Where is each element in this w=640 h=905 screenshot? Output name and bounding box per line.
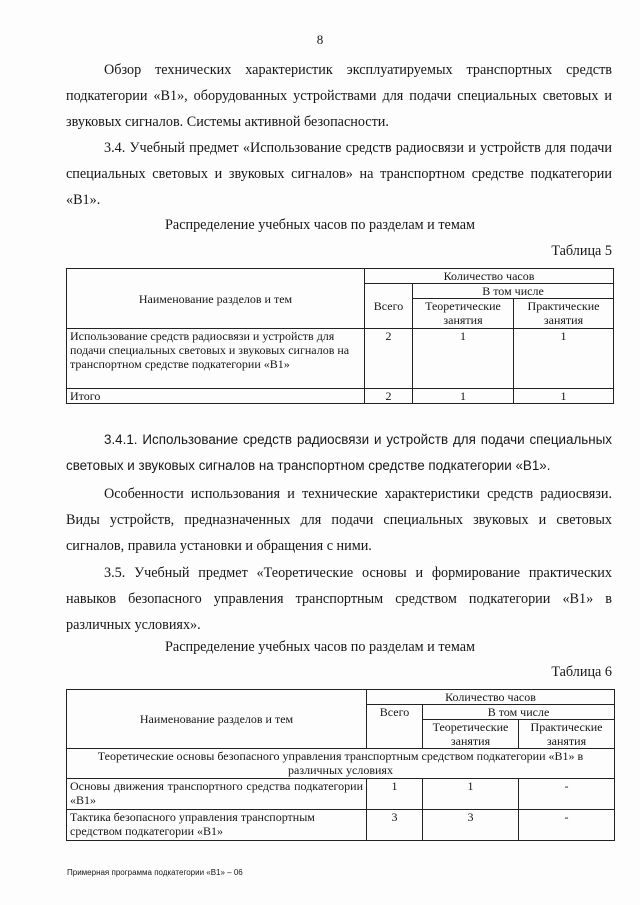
t5-total-total: 2 (365, 389, 413, 404)
table-caption-1: Распределение учебных часов по разделам и темам (165, 217, 475, 233)
t6-row-2-practice: - (519, 810, 615, 841)
intro-paragraph: Обзор технических характеристик эксплуатируемых транспортных средств подкатегории «B1», оборудованных устройствами для подачи специальных световых и звуковых сигналов. Системы активной безопасности. (66, 62, 612, 130)
t6-row-2-total: 3 (367, 810, 423, 841)
t5-row-theory: 1 (413, 329, 514, 389)
t6-row-1-practice: - (519, 779, 615, 810)
t5-total-name: Итого (67, 389, 365, 404)
t5-row-practice: 1 (514, 329, 614, 389)
t6-row-1-name: Основы движения транспортного средства подкатегории «B1» (67, 779, 367, 810)
section-3-4: 3.4. Учебный предмет «Использование средств радиосвязи и устройств для подачи специальных световых и звуковых сигналов» на транспортном средстве подкатегории «B1». (66, 140, 612, 208)
table-total-row (67, 389, 614, 404)
table-row (67, 329, 614, 389)
t5-header-practice: Практические занятия (514, 299, 614, 329)
t5-header-including: В том числе (413, 284, 614, 299)
t5-header-hours: Количество часов (365, 269, 614, 284)
footer-note: Примерная программа подкатегории «B1» – 06 (67, 868, 243, 877)
section-3-4-1: 3.4.1. Использование средств радиосвязи и устройств для подачи специальных световых и звуковых сигналов на транспортном средстве подкатегории «B1». (66, 432, 612, 473)
t6-section-title: Теоретические основы безопасного управления транспортным средством подкатегории «B1» в различных условиях (67, 749, 615, 779)
table-5 (66, 268, 614, 404)
table-label-2: Таблица 6 (551, 664, 612, 680)
page-number: 8 (316, 32, 324, 47)
section-3-4-1-body: Особенности использования и технические характеристики средств радиосвязи. Виды устройств, предназначенных для подачи специальных звуковых и световых сигналов, правила установки и обращения с ними. (66, 486, 612, 554)
t5-row-name: Использование средств радиосвязи и устройств для подачи специальных световых и звуковых сигналов на транспортном средстве подкатегории «B1» (67, 329, 365, 389)
t6-row-2-theory: 3 (423, 810, 519, 841)
table-6 (66, 689, 615, 841)
table-label-1: Таблица 5 (551, 243, 612, 259)
t6-header-hours: Количество часов (367, 690, 615, 705)
t5-total-practice: 1 (514, 389, 614, 404)
table-row (67, 810, 615, 841)
t6-header-theory: Теоретические занятия (423, 720, 519, 749)
t6-row-1-total: 1 (367, 779, 423, 810)
t5-row-total: 2 (365, 329, 413, 389)
t6-row-1-theory: 1 (423, 779, 519, 810)
section-3-5: 3.5. Учебный предмет «Теоретические основы и формирование практических навыков безопасного управления транспортным средством подкатегории «B1» в различных условиях». (66, 565, 612, 633)
t6-header-practice: Практические занятия (519, 720, 615, 749)
t5-header-total: Всего (365, 284, 413, 329)
t6-header-total: Всего (367, 705, 423, 749)
table-row (67, 779, 615, 810)
t6-header-name: Наименование разделов и тем (67, 690, 367, 749)
t5-header-name: Наименование разделов и тем (67, 269, 365, 329)
t6-row-2-name: Тактика безопасного управления транспортным средством подкатегории «B1» (67, 810, 367, 841)
t5-total-theory: 1 (413, 389, 514, 404)
t5-header-theory: Теоретические занятия (413, 299, 514, 329)
t6-header-including: В том числе (423, 705, 615, 720)
table-caption-2: Распределение учебных часов по разделам и темам (165, 639, 475, 655)
